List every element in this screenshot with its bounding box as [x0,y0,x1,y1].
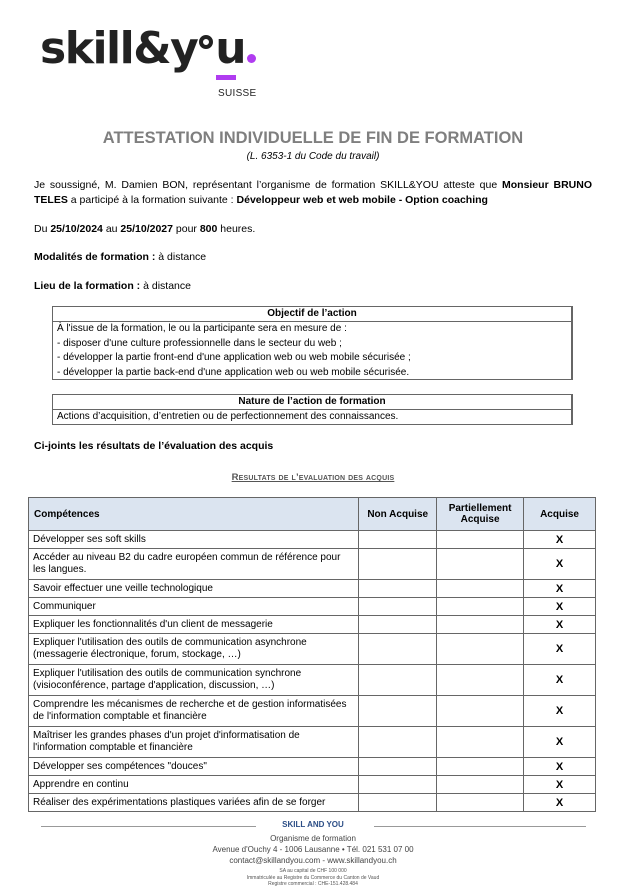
objectif-line: À l'issue de la formation, le ou la participante sera en mesure de : [57,323,347,334]
nature-title: Nature de l’action de formation [53,395,571,410]
table-row [29,616,596,634]
objectif-line: - disposer d'une culture professionnelle dans le secteur du web ; [57,337,342,349]
non-acquise-cell [359,665,437,696]
nature-text: Actions d’acquisition, d’entretien ou de perfectionnement des connaissances. [57,411,399,422]
footer-brand: SKILL AND YOU [282,820,344,829]
acquise-cell: X [524,634,596,665]
objectif-box [52,306,573,380]
non-acquise-cell [359,794,437,812]
beneficiary-name: Monsieur BRUNO TELES [34,179,592,206]
competence-cell: Accéder au niveau B2 du cadre européen commun de référence pour les langues. [29,549,359,580]
header-acquise: Acquise [524,498,596,531]
hours-count: 800 [199,223,218,235]
objectif-title: Objectif de l’action [53,307,571,322]
table-row [29,531,596,549]
logo-underline-bar [216,75,236,80]
competence-cell: Expliquer l'utilisation des outils de communication asynchrone (messagerie électronique, forum, stockage, …) [29,634,359,665]
footer-contact: contact@skillandyou.com - www.skillandyou.ch [229,856,397,865]
skillandyou-logo [40,23,280,99]
acquise-cell: X [524,776,596,794]
acquise-cell: X [524,758,596,776]
header-competences: Compétences [29,498,359,531]
nature-box [52,394,573,425]
results-title: Resultats de l’evaluation des acquis [231,472,395,483]
table-row [29,665,596,696]
acquise-cell: X [524,549,596,580]
non-acquise-cell [359,549,437,580]
lieu-line [34,279,592,294]
partiel-cell [437,727,524,758]
footer-registry: Immatriculée au Registre du Commerce du Canton de Vaud [246,874,380,881]
table-header-row [29,498,596,531]
table-row [29,549,596,580]
document-subtitle: (L. 6353-1 du Code du travail) [246,151,380,162]
results-table [28,497,596,812]
modalites-line [34,250,592,265]
acquise-cell: X [524,531,596,549]
hours-prefix: pour [172,223,200,235]
partiel-cell [437,696,524,727]
acquise-cell: X [524,616,596,634]
footer-line-1: Organisme de formation [270,834,356,843]
hours-suffix: heures. [217,223,256,235]
acquise-cell: X [524,727,596,758]
non-acquise-cell [359,598,437,616]
competence-cell: Apprendre en continu [29,776,359,794]
table-row [29,727,596,758]
objectif-line: - développer la partie front-end d'une application web ou web mobile sécurisée ; [57,352,411,363]
partiel-cell [437,531,524,549]
competence-cell: Savoir effectuer une veille technologique [29,580,359,598]
table-row [29,794,596,812]
footer-commercial-register: Registre commercial : CHE-151.428.484 [268,881,358,887]
non-acquise-cell [359,580,437,598]
modalites-value: à distance [158,251,207,263]
non-acquise-cell [359,696,437,727]
table-row [29,776,596,794]
start-date: 25/10/2024 [50,223,103,235]
competence-cell: Maîtriser les grandes phases d'un projet d'informatisation de l'information comptable et financière [29,727,359,758]
acquise-cell: X [524,580,596,598]
lieu-value: à distance [143,280,191,292]
competence-cell: Expliquer l'utilisation des outils de communication synchrone (visioconférence, partage d'application, discussion, …) [29,665,359,696]
partiel-cell [437,665,524,696]
acquise-cell: X [524,696,596,727]
competence-cell: Communiquer [29,598,359,616]
modalites-label: Modalités de formation : [34,251,159,263]
non-acquise-cell [359,758,437,776]
acquise-cell: X [524,665,596,696]
dates-prefix: Du [34,223,51,235]
footer-address: Avenue d'Ouchy 4 - 1006 Lausanne • Tél. 021 531 07 00 [212,845,414,854]
non-acquise-cell [359,776,437,794]
table-row [29,580,596,598]
partiel-cell [437,616,524,634]
intro-paragraph [34,178,592,208]
logo-word-end: u [215,23,246,74]
header-non-acquise: Non Acquise [359,498,437,531]
non-acquise-cell [359,616,437,634]
competence-cell: Développer ses compétences "douces" [29,758,359,776]
acquise-cell: X [524,598,596,616]
footer-capital: SA au capital de CHF 100 000 [279,868,347,874]
competence-cell: Développer ses soft skills [29,531,359,549]
partiel-cell [437,580,524,598]
intro-text-2: a participé à la formation suivante : [67,194,237,206]
end-date: 25/10/2027 [120,223,173,235]
logo-subtitle: SUISSE [218,88,257,99]
logo-o-icon [199,35,213,49]
formation-name: Développeur web et web mobile - Option coaching [236,194,488,206]
partiel-cell [437,598,524,616]
table-row [29,598,596,616]
table-row [29,758,596,776]
dates-middle: au [102,223,121,235]
non-acquise-cell [359,727,437,758]
competence-cell: Réaliser des expérimentations plastiques variées afin de se forger [29,794,359,812]
intro-text: Je soussigné, M. Damien BON, représentant l’organisme de formation SKILL&YOU atteste que [34,179,503,191]
header-partiellement-acquise: Partiellement Acquise [437,498,524,531]
competence-cell: Expliquer les fonctionnalités d'un client de messagerie [29,616,359,634]
objectif-line: - développer la partie back-end d'une application web ou web mobile sécurisée. [57,366,410,378]
results-intro: Ci-joints les résultats de l’évaluation des acquis [34,440,274,452]
partiel-cell [437,549,524,580]
non-acquise-cell [359,531,437,549]
table-row [29,696,596,727]
logo-dot-icon [247,54,256,63]
competence-cell: Comprendre les mécanismes de recherche et de gestion informatisées de l'information comptable et financière [29,696,359,727]
partiel-cell [437,634,524,665]
table-row [29,634,596,665]
non-acquise-cell [359,634,437,665]
dates-line [34,222,592,237]
document-title: ATTESTATION INDIVIDUELLE DE FIN DE FORMATION [102,129,524,147]
logo-wordmark [40,24,256,74]
partiel-cell [437,794,524,812]
logo-word-start: skill&y [40,23,198,74]
partiel-cell [437,776,524,794]
acquise-cell: X [524,794,596,812]
lieu-label: Lieu de la formation : [34,280,144,292]
partiel-cell [437,758,524,776]
